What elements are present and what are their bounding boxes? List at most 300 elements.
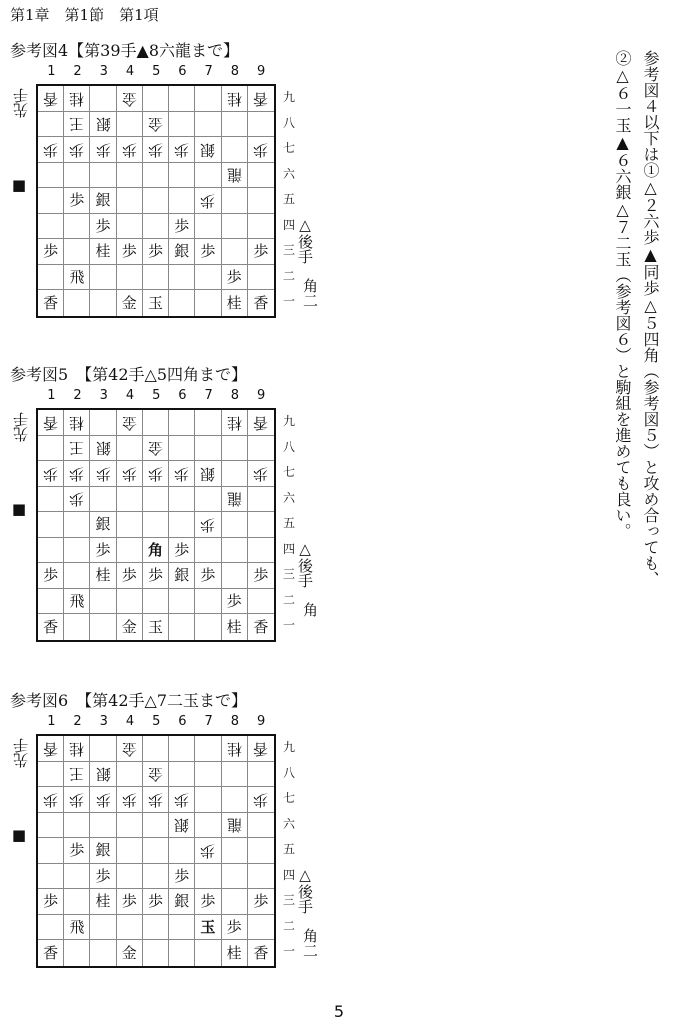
column-number: 9 <box>256 388 266 403</box>
shogi-piece: 歩 <box>253 892 269 911</box>
board-square <box>195 461 221 487</box>
board-square <box>195 512 221 538</box>
board-square <box>117 563 143 589</box>
board-square <box>195 838 221 864</box>
board-square <box>90 838 116 864</box>
board-square <box>64 787 90 813</box>
column-number: 5 <box>152 388 161 403</box>
board-square <box>143 86 169 112</box>
column-numbers <box>36 388 276 406</box>
board-square <box>222 137 248 163</box>
board-square <box>222 787 248 813</box>
board-square <box>38 864 64 890</box>
board-square <box>143 239 169 265</box>
board-square <box>248 787 274 813</box>
board-square <box>248 214 274 240</box>
player-label-bottom: △後手 <box>296 866 314 914</box>
shogi-piece: 桂 <box>226 413 242 432</box>
board-square <box>222 736 248 762</box>
board-square <box>143 915 169 941</box>
row-number: 九 <box>282 90 295 104</box>
board-square <box>169 787 195 813</box>
board-square <box>117 813 143 839</box>
column-numbers <box>36 64 276 82</box>
board-square <box>38 137 64 163</box>
board-square <box>248 614 274 640</box>
commentary-line-1: 参考図４以下は①△２六歩▲同歩△５四角（参考図５）と攻め合っても、 <box>641 50 660 587</box>
row-number: 二 <box>282 592 295 607</box>
shogi-piece: 歩 <box>174 540 190 559</box>
shogi-piece: 歩 <box>95 866 111 885</box>
shogi-piece: 金 <box>121 413 137 432</box>
board-square <box>222 889 248 915</box>
board-square <box>248 265 274 291</box>
board-square <box>117 461 143 487</box>
shogi-piece: 歩 <box>43 140 59 159</box>
board-square <box>169 864 195 890</box>
board-square <box>248 589 274 615</box>
shogi-piece: 金 <box>121 943 137 962</box>
board-square <box>248 137 274 163</box>
board-square <box>169 410 195 436</box>
shogi-piece: 角 <box>147 540 163 559</box>
board-square <box>117 838 143 864</box>
shogi-piece: 歩 <box>43 464 59 483</box>
board-square <box>64 813 90 839</box>
board-square <box>195 915 221 941</box>
board-square <box>195 589 221 615</box>
board-square <box>38 410 64 436</box>
shogi-piece: 香 <box>43 739 59 758</box>
board-square <box>64 614 90 640</box>
board-square <box>169 86 195 112</box>
board-square <box>195 940 221 966</box>
column-number: 4 <box>125 388 135 403</box>
shogi-piece: 香 <box>43 413 59 432</box>
shogi-piece: 金 <box>121 293 137 312</box>
board-square <box>143 410 169 436</box>
board-square <box>169 461 195 487</box>
shogi-piece: 銀 <box>95 765 111 784</box>
column-number: 8 <box>230 714 240 729</box>
shogi-piece: 歩 <box>200 841 216 860</box>
board-square <box>38 762 64 788</box>
shogi-piece: 歩 <box>121 790 137 809</box>
shogi-piece: 金 <box>147 439 163 458</box>
board-square <box>222 614 248 640</box>
shogi-piece: 銀 <box>95 840 111 859</box>
shogi-piece: 歩 <box>95 140 111 159</box>
shogi-piece: 歩 <box>121 892 137 911</box>
shogi-piece: 香 <box>43 293 59 312</box>
board-square <box>38 265 64 291</box>
board-square <box>90 512 116 538</box>
board-square <box>117 864 143 890</box>
shogi-piece: 歩 <box>147 790 163 809</box>
board-square <box>195 265 221 291</box>
board-square <box>64 512 90 538</box>
board-square <box>169 214 195 240</box>
board-square <box>117 290 143 316</box>
shogi-piece: 玉 <box>147 617 163 636</box>
board-square <box>117 614 143 640</box>
row-number: 一 <box>282 294 295 309</box>
column-number: 5 <box>152 64 161 79</box>
board-square <box>38 188 64 214</box>
shogi-piece: 金 <box>147 765 163 784</box>
board-square <box>64 762 90 788</box>
reference-diagram-5 <box>0 362 330 682</box>
board-square <box>195 214 221 240</box>
shogi-board <box>36 734 276 968</box>
shogi-piece: 歩 <box>200 191 216 210</box>
board-square <box>169 112 195 138</box>
board-square <box>222 512 248 538</box>
board-square <box>169 589 195 615</box>
column-number: 9 <box>256 714 266 729</box>
board-square <box>90 940 116 966</box>
shogi-piece: 銀 <box>174 242 190 261</box>
shogi-piece: 歩 <box>69 840 85 859</box>
shogi-piece: 歩 <box>226 591 242 610</box>
board-square <box>169 563 195 589</box>
shogi-piece: 歩 <box>200 892 216 911</box>
column-number: 7 <box>204 64 213 79</box>
board-square <box>248 461 274 487</box>
board-square <box>222 461 248 487</box>
board-square <box>169 512 195 538</box>
board-square <box>143 137 169 163</box>
shogi-piece: 桂 <box>69 739 85 758</box>
shogi-piece: 歩 <box>69 190 85 209</box>
shogi-piece: 歩 <box>95 464 111 483</box>
board-square <box>64 290 90 316</box>
board-square <box>143 214 169 240</box>
shogi-piece: 桂 <box>226 739 242 758</box>
shogi-piece: 歩 <box>174 464 190 483</box>
board-square <box>195 813 221 839</box>
board-square <box>169 838 195 864</box>
board-square <box>64 838 90 864</box>
shogi-piece: 飛 <box>69 267 85 286</box>
board-square <box>117 736 143 762</box>
board-square <box>143 864 169 890</box>
board-square <box>90 787 116 813</box>
board-square <box>38 589 64 615</box>
column-number: 8 <box>230 64 240 79</box>
board-square <box>248 864 274 890</box>
board-square <box>222 188 248 214</box>
board-square <box>117 512 143 538</box>
board-square <box>64 163 90 189</box>
board-square <box>195 239 221 265</box>
row-number: 八 <box>282 115 295 130</box>
board-square <box>222 864 248 890</box>
board-square <box>222 838 248 864</box>
row-number: 三 <box>282 567 295 582</box>
shogi-piece: 香 <box>253 617 269 636</box>
board-square <box>169 889 195 915</box>
row-number: 一 <box>282 944 295 959</box>
shogi-piece: 歩 <box>253 242 269 261</box>
board-square <box>38 112 64 138</box>
board-square <box>248 163 274 189</box>
board-square <box>143 614 169 640</box>
board-square <box>64 137 90 163</box>
row-number: 三 <box>282 893 295 908</box>
row-number: 八 <box>282 439 295 454</box>
board-square <box>169 436 195 462</box>
column-number: 3 <box>99 388 108 403</box>
board-square <box>195 762 221 788</box>
page-number: 5 <box>333 1002 345 1021</box>
column-number: 3 <box>99 64 108 79</box>
board-square <box>38 563 64 589</box>
column-number: 3 <box>99 714 108 729</box>
board-square <box>64 188 90 214</box>
shogi-piece: 桂 <box>95 892 111 911</box>
board-square <box>117 940 143 966</box>
board-square <box>117 889 143 915</box>
column-number: 6 <box>178 714 187 729</box>
board-square <box>143 889 169 915</box>
board-square <box>143 112 169 138</box>
pieces-in-hand-bottom: 角二 <box>301 278 319 308</box>
board-square <box>143 487 169 513</box>
board-square <box>195 137 221 163</box>
board-square <box>90 614 116 640</box>
board-square <box>222 265 248 291</box>
reference-diagram-4 <box>0 38 330 358</box>
board-square <box>222 163 248 189</box>
board-square <box>143 265 169 291</box>
board-square <box>90 290 116 316</box>
board-square <box>64 864 90 890</box>
board-square <box>90 112 116 138</box>
row-number: 五 <box>282 842 295 857</box>
shogi-piece: 歩 <box>253 566 269 585</box>
board-square <box>38 163 64 189</box>
shogi-piece: 銀 <box>95 190 111 209</box>
shogi-piece: 香 <box>253 293 269 312</box>
board-square <box>117 214 143 240</box>
board-square <box>169 762 195 788</box>
board-square <box>117 188 143 214</box>
shogi-piece: 金 <box>147 115 163 134</box>
shogi-piece: 歩 <box>43 566 59 585</box>
board-square <box>38 614 64 640</box>
column-number: 2 <box>73 388 82 403</box>
shogi-piece: 銀 <box>174 816 190 835</box>
shogi-piece: 玉 <box>200 917 216 936</box>
shogi-piece: 香 <box>43 943 59 962</box>
board-square <box>90 589 116 615</box>
row-numbers <box>280 734 298 968</box>
player-label-top: 先手 <box>12 412 30 442</box>
shogi-piece: 王 <box>69 439 85 458</box>
board-square <box>143 813 169 839</box>
shogi-piece: 飛 <box>69 591 85 610</box>
shogi-piece: 歩 <box>69 140 85 159</box>
board-square <box>222 410 248 436</box>
row-number: 五 <box>282 516 295 531</box>
board-square <box>169 915 195 941</box>
shogi-piece: 銀 <box>95 439 111 458</box>
board-square <box>195 188 221 214</box>
diagram-title: 参考図4【第39手▲8六龍まで】 <box>10 41 240 60</box>
board-square <box>143 762 169 788</box>
board-square <box>222 589 248 615</box>
board-square <box>143 563 169 589</box>
board-square <box>222 112 248 138</box>
column-number: 1 <box>47 64 56 79</box>
board-square <box>90 137 116 163</box>
shogi-piece: 歩 <box>69 464 85 483</box>
shogi-piece: 歩 <box>121 566 137 585</box>
row-number: 一 <box>282 618 295 633</box>
shogi-piece: 龍 <box>226 816 242 835</box>
shogi-piece: 金 <box>121 739 137 758</box>
board-square <box>64 538 90 564</box>
column-number: 1 <box>47 714 56 729</box>
chapter-header: 第1章 第1節 第1項 <box>10 6 159 24</box>
board-square <box>90 813 116 839</box>
board-square <box>195 889 221 915</box>
board-square <box>169 614 195 640</box>
row-number: 六 <box>282 816 295 831</box>
board-square <box>248 436 274 462</box>
shogi-piece: 歩 <box>147 140 163 159</box>
row-number: 七 <box>282 465 295 480</box>
board-square <box>169 188 195 214</box>
column-number: 2 <box>73 714 82 729</box>
shogi-piece: 歩 <box>147 892 163 911</box>
board-square <box>38 487 64 513</box>
board-square <box>143 461 169 487</box>
board-square <box>143 838 169 864</box>
board-square <box>248 410 274 436</box>
board-square <box>64 86 90 112</box>
shogi-piece: 歩 <box>174 216 190 235</box>
column-number: 8 <box>230 388 240 403</box>
shogi-piece: 桂 <box>69 413 85 432</box>
board-square <box>248 736 274 762</box>
shogi-piece: 桂 <box>226 293 242 312</box>
board-square <box>222 762 248 788</box>
board-square <box>195 614 221 640</box>
board-square <box>64 563 90 589</box>
shogi-piece: 桂 <box>95 566 111 585</box>
player-label-bottom: △後手 <box>296 216 314 264</box>
row-number: 八 <box>282 765 295 780</box>
board-square <box>143 290 169 316</box>
column-number: 5 <box>152 714 161 729</box>
pieces-in-hand-bottom: 角二 <box>301 928 319 958</box>
row-numbers <box>280 408 298 642</box>
board-square <box>143 787 169 813</box>
board-square <box>143 436 169 462</box>
shogi-piece: 歩 <box>69 490 85 509</box>
shogi-piece: 歩 <box>95 216 111 235</box>
board-square <box>117 112 143 138</box>
board-square <box>117 410 143 436</box>
shogi-piece: 歩 <box>43 242 59 261</box>
board-square <box>195 864 221 890</box>
board-square <box>248 813 274 839</box>
board-square <box>169 487 195 513</box>
shogi-piece: 歩 <box>253 790 269 809</box>
board-square <box>169 736 195 762</box>
board-square <box>64 410 90 436</box>
board-square <box>248 290 274 316</box>
board-square <box>38 512 64 538</box>
board-square <box>248 487 274 513</box>
board-square <box>248 512 274 538</box>
diagram-title: 参考図5 【第42手△5四角まで】 <box>10 365 248 384</box>
board-square <box>195 736 221 762</box>
board-square <box>90 461 116 487</box>
shogi-piece: 歩 <box>174 790 190 809</box>
board-square <box>195 86 221 112</box>
row-number: 二 <box>282 268 295 283</box>
player-label-bottom: △後手 <box>296 540 314 588</box>
board-square <box>90 538 116 564</box>
shogi-piece: 歩 <box>253 464 269 483</box>
board-square <box>222 214 248 240</box>
shogi-piece: 香 <box>253 739 269 758</box>
board-square <box>64 112 90 138</box>
board-square <box>222 239 248 265</box>
board-square <box>38 86 64 112</box>
board-square <box>90 736 116 762</box>
board-square <box>64 736 90 762</box>
shogi-piece: 歩 <box>121 464 137 483</box>
shogi-piece: 香 <box>43 89 59 108</box>
shogi-piece: 歩 <box>174 140 190 159</box>
shogi-piece: 金 <box>121 617 137 636</box>
board-square <box>90 188 116 214</box>
shogi-piece: 桂 <box>69 89 85 108</box>
shogi-piece: 歩 <box>226 917 242 936</box>
row-number: 五 <box>282 192 295 207</box>
board-square <box>64 436 90 462</box>
row-number: 九 <box>282 740 295 754</box>
board-square <box>38 538 64 564</box>
row-number: 七 <box>282 141 295 156</box>
board-square <box>90 163 116 189</box>
board-square <box>248 940 274 966</box>
board-square <box>169 290 195 316</box>
shogi-piece: 香 <box>253 413 269 432</box>
diagram-title: 参考図6 【第42手△7二玉まで】 <box>10 691 248 710</box>
column-number: 4 <box>125 64 135 79</box>
shogi-piece: 王 <box>69 115 85 134</box>
board-square <box>64 940 90 966</box>
reference-diagram-6 <box>0 688 330 1008</box>
board-square <box>64 265 90 291</box>
board-square <box>38 889 64 915</box>
board-square <box>90 265 116 291</box>
board-square <box>117 239 143 265</box>
shogi-piece: 香 <box>253 89 269 108</box>
board-square <box>90 889 116 915</box>
column-number: 6 <box>178 388 187 403</box>
board-square <box>90 915 116 941</box>
row-number: 四 <box>282 217 295 232</box>
shogi-piece: 歩 <box>43 790 59 809</box>
row-number: 六 <box>282 166 295 181</box>
board-square <box>222 940 248 966</box>
